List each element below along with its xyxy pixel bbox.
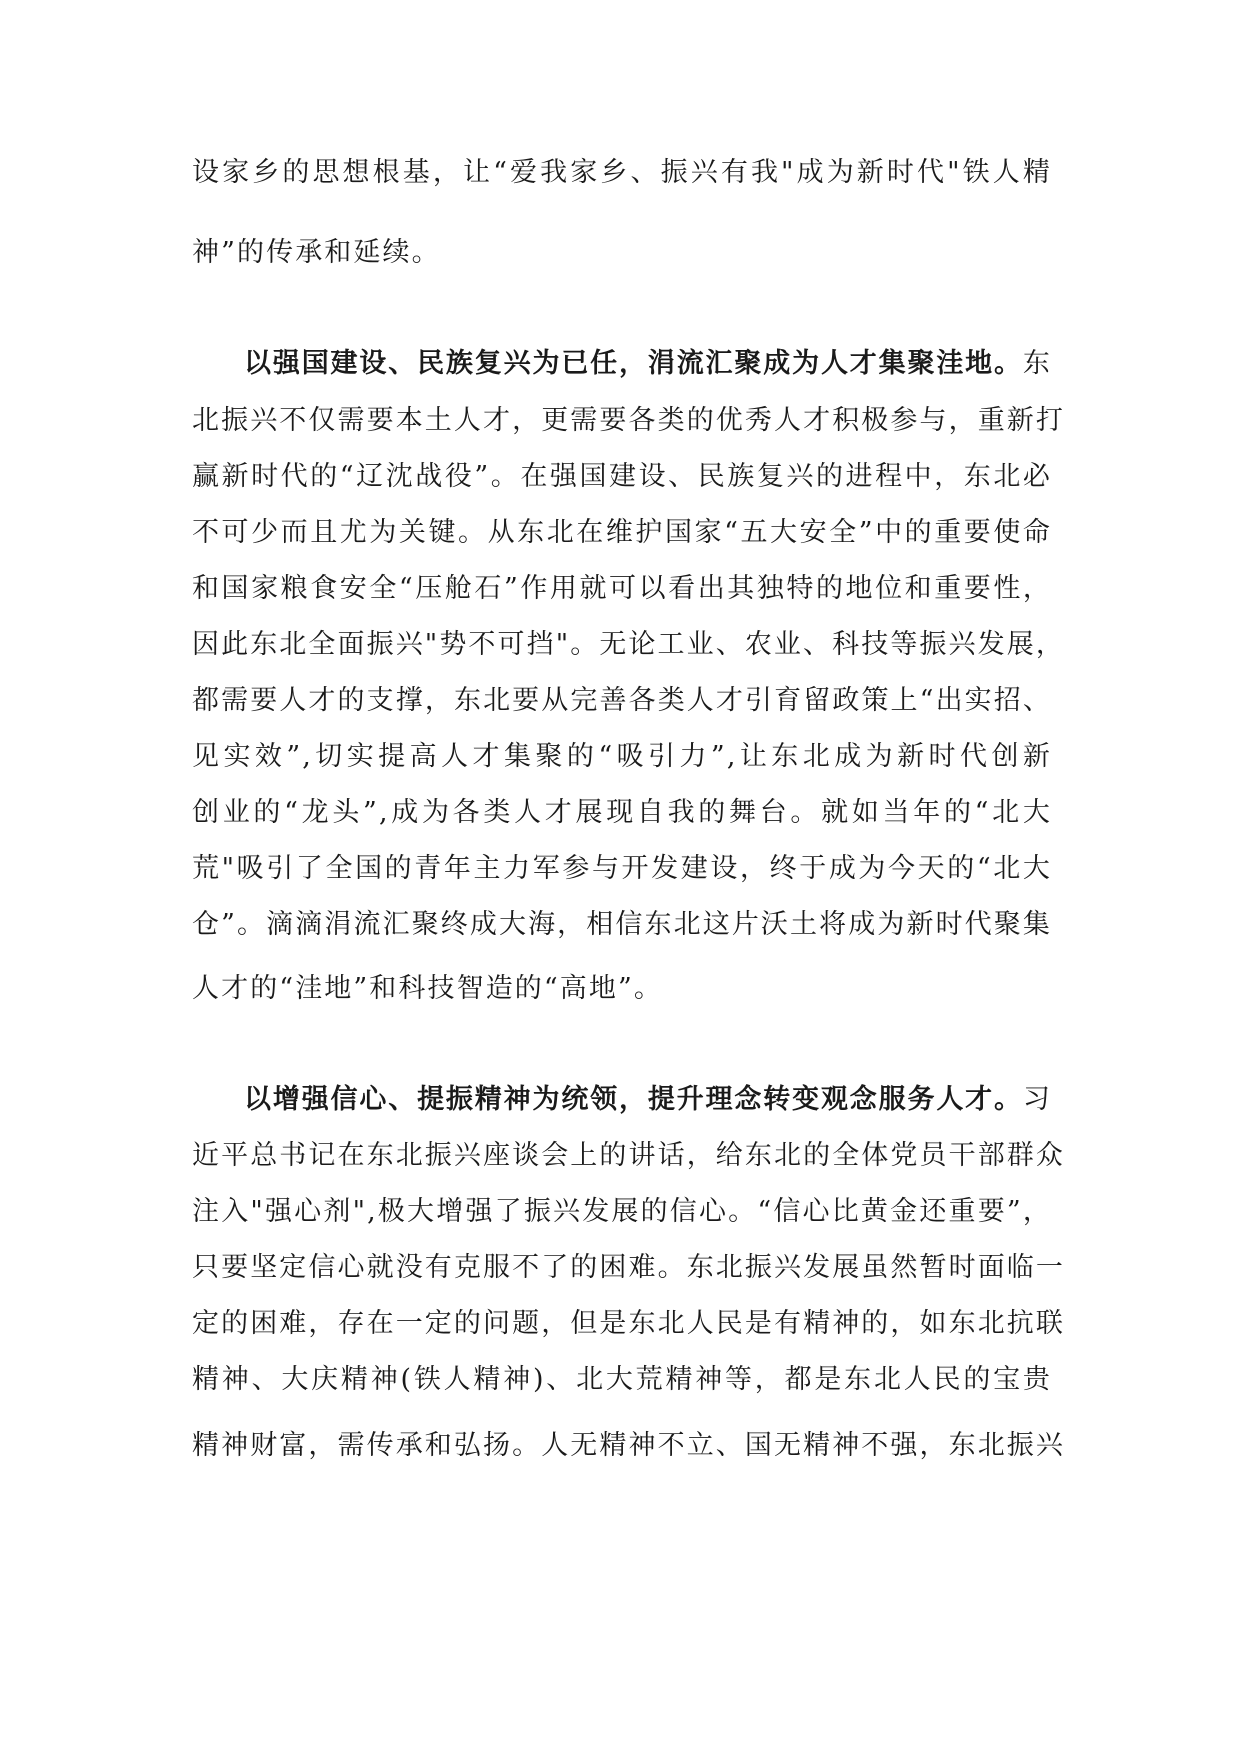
paragraph-3-heading: 以增强信心、提振精神为统领，提升理念转变观念服务人才。: [244, 1084, 1023, 1115]
paragraph-3-line-5: 精神、大庆精神(铁人精神)、北大荒精神等，都是东北人民的宝贵: [192, 1364, 1052, 1395]
paragraph-1-line-1: 设家乡的思想根基，让“爱我家乡、振兴有我"成为新时代"铁人精: [192, 157, 1052, 188]
paragraph-3-line-2: 注入"强心剂",极大增强了振兴发展的信心。“信心比黄金还重要”，: [192, 1196, 1052, 1227]
paragraph-3-line-6: 精神财富，需传承和弘扬。人无精神不立、国无精神不强，东北振兴: [192, 1430, 1065, 1461]
paragraph-2-line-6: 都需要人才的支撑，东北要从完善各类人才引育留政策上“出实招、: [192, 685, 1052, 716]
paragraph-2-line-9: 荒"吸引了全国的青年主力军参与开发建设，终于成为今天的“北大: [192, 853, 1052, 884]
paragraph-2-heading-line: [244, 346, 1052, 382]
paragraph-3-line-4: 定的困难，存在一定的问题，但是东北人民是有精神的，如东北抗联: [192, 1308, 1065, 1339]
paragraph-2-line-11: 人才的“洼地”和科技智造的“高地”。: [192, 973, 664, 1004]
paragraph-3-heading-tail: 习: [1022, 1084, 1052, 1115]
paragraph-1-line-2: 神”的传承和延续。: [192, 237, 441, 268]
paragraph-2-line-1: 北振兴不仅需要本土人才，更需要各类的优秀人才积极参与，重新打: [192, 405, 1065, 436]
paragraph-3-heading-line: [244, 1082, 1052, 1118]
paragraph-2-line-5: 因此东北全面振兴"势不可挡"。无论工业、农业、科技等振兴发展，: [192, 629, 1065, 660]
paragraph-2-line-8: 创业的“龙头”,成为各类人才展现自我的舞台。就如当年的“北大: [192, 797, 1052, 828]
paragraph-2-line-3: 不可少而且尤为关键。从东北在维护国家“五大安全”中的重要使命: [192, 517, 1052, 548]
paragraph-2-line-4: 和国家粮食安全“压舱石”作用就可以看出其独特的地位和重要性，: [192, 573, 1052, 604]
paragraph-2-line-10: 仓”。滴滴涓流汇聚终成大海，相信东北这片沃土将成为新时代聚集: [192, 909, 1052, 940]
paragraph-2-heading: 以强国建设、民族复兴为已任，涓流汇聚成为人才集聚洼地。: [244, 348, 1023, 379]
paragraph-3-line-3: 只要坚定信心就没有克服不了的困难。东北振兴发展虽然暂时面临一: [192, 1252, 1065, 1283]
paragraph-2-heading-tail: 东: [1022, 348, 1052, 379]
paragraph-2-line-2: 赢新时代的“辽沈战役”。在强国建设、民族复兴的进程中，东北必: [192, 461, 1052, 492]
paragraph-3-line-1: 近平总书记在东北振兴座谈会上的讲话，给东北的全体党员干部群众: [192, 1140, 1065, 1171]
paragraph-2-line-7: 见实效”,切实提高人才集聚的“吸引力”,让东北成为新时代创新: [192, 741, 1052, 772]
